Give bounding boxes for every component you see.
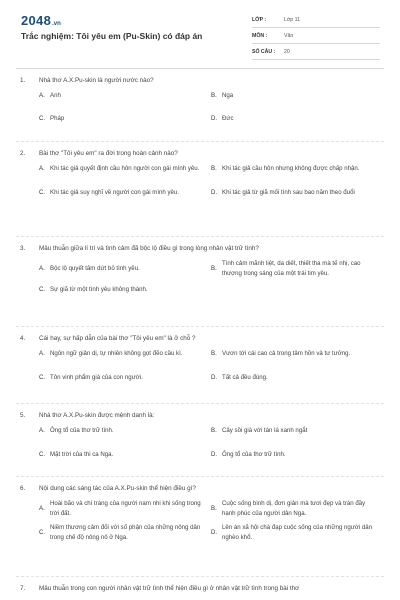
- question-separator: [16, 476, 384, 477]
- option-letter: A.: [39, 92, 45, 99]
- question-block: [20, 244, 380, 293]
- answer-option[interactable]: [211, 188, 383, 198]
- option-letter: B.: [211, 504, 217, 512]
- option-row: [39, 285, 383, 295]
- answer-option[interactable]: [211, 114, 383, 124]
- header-divider: [16, 68, 384, 69]
- answer-option[interactable]: [39, 259, 211, 278]
- option-text: Anh: [50, 92, 61, 99]
- question-prompt: Cái hay, sự hấp dẫn của bài thơ "Tôi yêu em" là ở chỗ ?: [39, 335, 196, 342]
- option-letter: B.: [211, 427, 217, 434]
- option-text: Bộc lộ quyết tâm dứt bỏ tình yêu.: [50, 264, 140, 272]
- meta-value: Văn: [284, 32, 294, 39]
- meta-label: MÔN :: [252, 32, 268, 39]
- answer-option[interactable]: [39, 426, 211, 436]
- option-letter: C.: [39, 451, 46, 458]
- question-text: [20, 411, 380, 421]
- meta-row-subject: [252, 28, 380, 44]
- answer-option[interactable]: [39, 114, 211, 124]
- answer-option[interactable]: [211, 349, 383, 359]
- question-separator: [16, 326, 384, 327]
- question-number: 3.: [20, 245, 26, 252]
- question-block: [20, 584, 380, 594]
- option-text: Ngôn ngữ giản dị, tự nhiên không gọt đẽo cầu kì.: [50, 350, 183, 357]
- question-prompt: Bài thơ "Tôi yêu em" ra đời trong hoàn cảnh nào?: [39, 150, 178, 157]
- meta-table: [252, 12, 380, 60]
- answer-option[interactable]: [211, 523, 383, 542]
- option-text: Mặt trời của thi ca Nga.: [50, 451, 114, 458]
- option-text: Cây sồi già với tán lá xanh ngắt: [222, 427, 308, 434]
- question-number: 1.: [20, 77, 26, 84]
- answer-option[interactable]: [211, 450, 383, 460]
- question-number: 5.: [20, 412, 26, 419]
- answer-option[interactable]: [211, 91, 383, 101]
- question-text: [20, 76, 380, 86]
- option-row: [39, 426, 383, 436]
- option-row: [39, 349, 383, 359]
- option-text: Khi tác giả cầu hôn nhưng không được chấp nhận.: [222, 165, 360, 172]
- option-letter: D.: [211, 528, 218, 536]
- option-letter: B.: [211, 92, 217, 99]
- option-text: Lên án xã hội chà đạp cuộc sống của những người dân nghèo khổ.: [222, 524, 373, 541]
- header: [0, 0, 400, 70]
- option-letter: A.: [39, 504, 45, 512]
- option-row: [39, 164, 383, 174]
- option-letter: C.: [39, 115, 46, 122]
- option-row: [39, 373, 383, 383]
- question-separator: [16, 576, 384, 577]
- meta-value: 20: [284, 48, 290, 55]
- question-block: [20, 76, 380, 122]
- question-prompt: Nhà thơ A.X.Pu-skin là người nước nào?: [39, 77, 154, 84]
- question-number: 6.: [20, 485, 26, 492]
- option-letter: D.: [211, 374, 218, 381]
- answer-option[interactable]: [211, 164, 383, 174]
- question-block: [20, 411, 380, 458]
- option-letter: B.: [211, 264, 217, 272]
- option-text: Khi tác giả quyết định cầu hôn người con gái mình yêu.: [50, 165, 200, 172]
- question-text: [20, 149, 380, 159]
- option-letter: D.: [211, 451, 218, 458]
- answer-option[interactable]: [39, 164, 211, 174]
- question-prompt: Mâu thuẫn trong con người nhân vật trữ tình thể hiện điều gì ở nhân vật trữ tình trong bài thơ: [39, 585, 300, 592]
- question-prompt: Nhà thơ A.X.Pu-skin được mệnh danh là:: [39, 412, 155, 419]
- option-text: Niềm thương cảm đối với số phận của những nông dân trong chế độ nông nô ở Nga.: [50, 524, 201, 541]
- option-letter: C.: [39, 286, 46, 293]
- option-row: [39, 259, 383, 278]
- answer-option[interactable]: [211, 373, 383, 383]
- question-block: [20, 484, 380, 541]
- option-text: Tình cảm mãnh liệt, da diết, thiết tha mà tế nhị, cao thượng trong sáng của một trái tim yêu.: [222, 260, 361, 277]
- question-text: [20, 244, 380, 254]
- option-letter: D.: [211, 189, 218, 196]
- option-row: [39, 499, 383, 518]
- question-separator: [16, 403, 384, 404]
- option-text: Khi tác giả suy nghĩ về người con gái mình yêu.: [50, 189, 180, 196]
- answer-option[interactable]: [39, 373, 211, 383]
- answer-option: [211, 285, 383, 295]
- option-letter: B.: [211, 165, 217, 172]
- question-number: 7.: [20, 585, 26, 592]
- question-separator: [16, 236, 384, 237]
- option-text: Cuộc sống bình dị, đơn giản mà tươi đẹp và tràn đầy hạnh phúc của người dân Nga.: [222, 500, 366, 517]
- option-letter: A.: [39, 427, 45, 434]
- meta-label: SỐ CÂU :: [252, 48, 276, 55]
- option-text: Nga: [222, 92, 234, 99]
- option-text: Hoài bão và chí tráng của người nam nhi khi sống trong trời đất.: [50, 500, 201, 517]
- option-letter: A.: [39, 264, 45, 272]
- question-number: 4.: [20, 335, 26, 342]
- option-text: Tất cả đều đúng.: [222, 374, 268, 381]
- answer-option[interactable]: [39, 349, 211, 359]
- answer-option[interactable]: [39, 450, 211, 460]
- question-prompt: Mâu thuẫn giữa lí trí và tình cảm đã bộc lộ điều gì trong lòng nhân vật trữ tình?: [39, 245, 259, 252]
- option-text: Ông tổ của thơ trữ tình.: [222, 451, 286, 458]
- answer-option[interactable]: [39, 523, 211, 542]
- question-text: [20, 334, 380, 344]
- answer-option[interactable]: [39, 499, 211, 518]
- logo-main: 2048: [21, 13, 52, 28]
- option-text: Sự giã từ một tình yêu không thành.: [50, 286, 148, 293]
- option-letter: C.: [39, 189, 46, 196]
- option-letter: C.: [39, 528, 46, 536]
- meta-label: LỚP :: [252, 16, 267, 23]
- question-text: [20, 484, 380, 494]
- answer-option[interactable]: [39, 285, 211, 295]
- question-separator: [16, 141, 384, 142]
- option-row: [39, 450, 383, 460]
- option-row: [39, 91, 383, 101]
- option-text: Đức: [222, 115, 234, 122]
- answer-option[interactable]: [211, 426, 383, 436]
- option-text: Vươn tới cái cao cả trong tâm hồn và tư tưởng.: [222, 350, 351, 357]
- answer-option[interactable]: [39, 91, 211, 101]
- option-letter: A.: [39, 350, 45, 357]
- option-text: Ông tổ của thơ trữ tình.: [50, 427, 114, 434]
- question-block: [20, 334, 380, 381]
- question-number: 2.: [20, 150, 26, 157]
- option-text: Tôn vinh phẩm giá của con người.: [50, 374, 143, 381]
- option-row: [39, 523, 383, 542]
- answer-option[interactable]: [211, 499, 383, 518]
- option-letter: D.: [211, 115, 218, 122]
- quiz-title: Trắc nghiệm: Tôi yêu em (Pu-Skin) có đáp án: [21, 31, 203, 41]
- option-letter: A.: [39, 165, 45, 172]
- question-text: [20, 584, 380, 594]
- option-letter: B.: [211, 350, 217, 357]
- answer-option[interactable]: [211, 259, 383, 278]
- option-row: [39, 114, 383, 124]
- option-text: Khi tác giả từ giã mối tình sau bao năm theo đuổi: [222, 189, 355, 196]
- question-block: [20, 149, 380, 196]
- option-letter: C.: [39, 374, 46, 381]
- answer-option[interactable]: [39, 188, 211, 198]
- meta-value: Lớp 11: [284, 16, 300, 23]
- site-logo[interactable]: [21, 12, 61, 30]
- question-prompt: Nội dung các sáng tác của A.X.Pu-skin thể hiện điều gì?: [39, 485, 196, 492]
- meta-row-class: [252, 12, 380, 28]
- option-text: Pháp: [50, 115, 65, 122]
- option-row: [39, 188, 383, 198]
- meta-row-count: [252, 44, 380, 60]
- logo-domain: .vn: [52, 21, 61, 27]
